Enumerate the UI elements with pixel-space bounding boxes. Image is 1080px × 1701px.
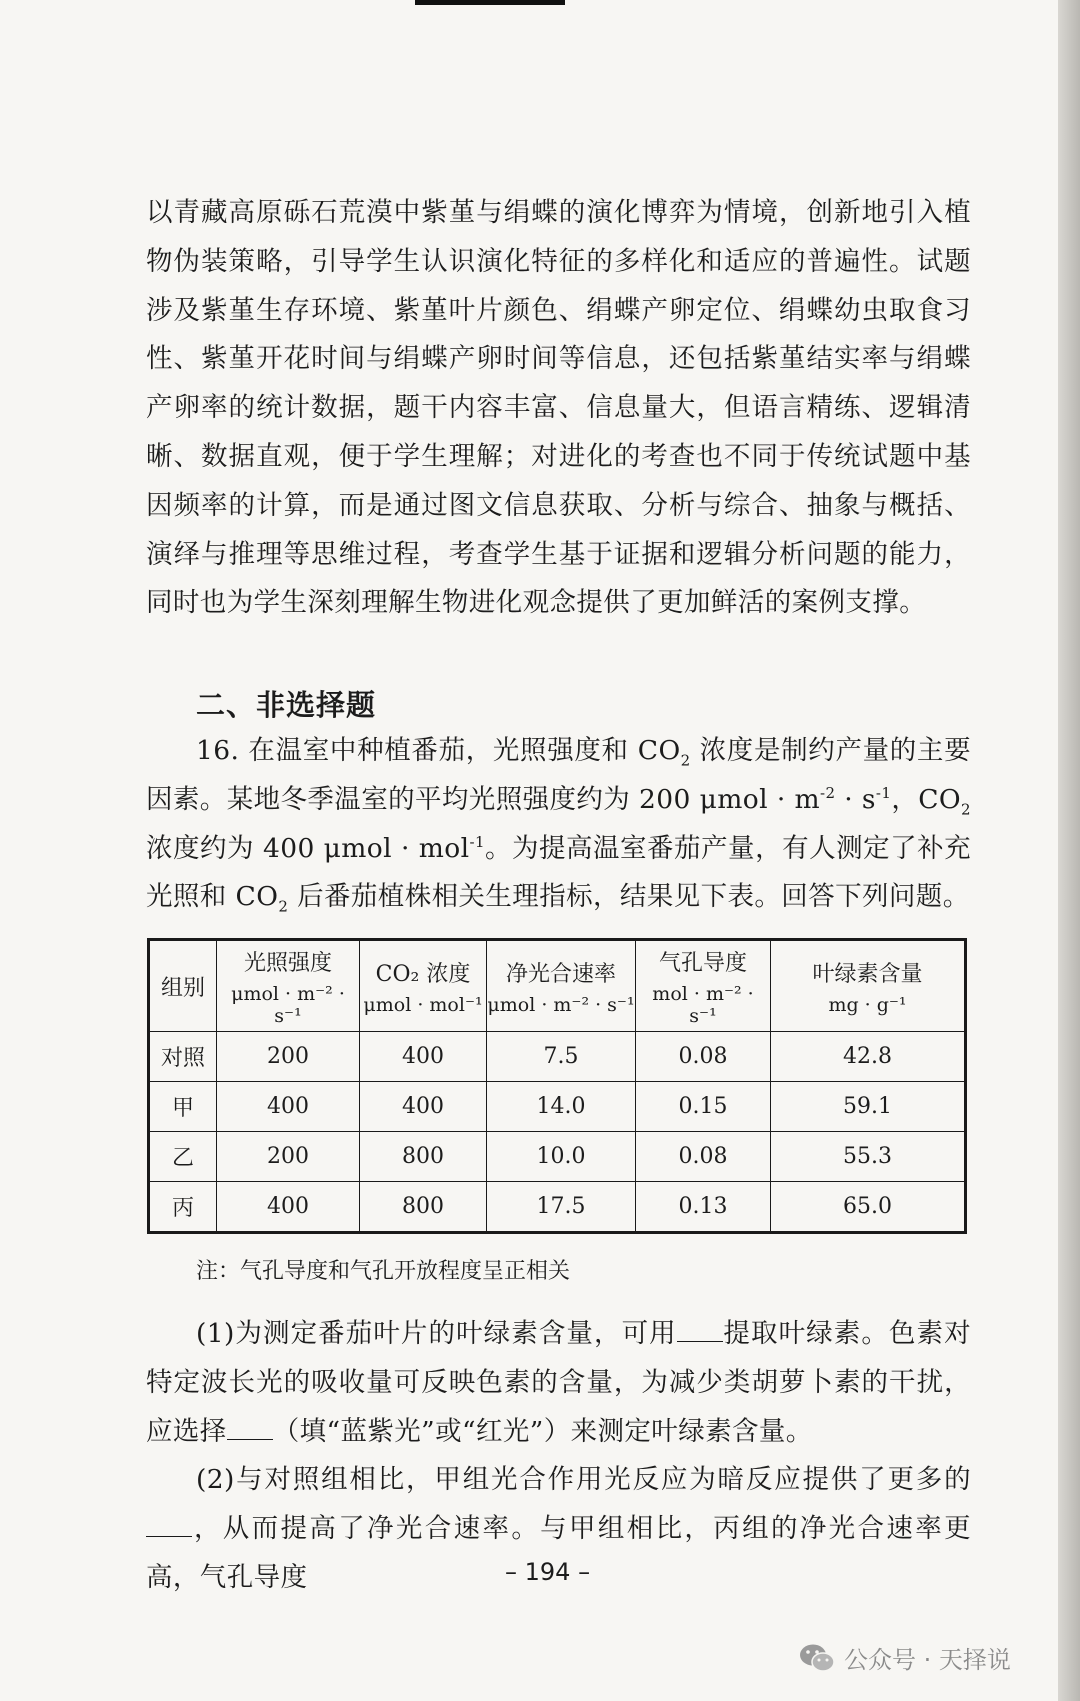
- header-col: CO₂ 浓度 μmol · mol⁻¹: [360, 940, 487, 1032]
- table-cell: 200: [217, 1032, 360, 1082]
- table-cell: 800: [360, 1181, 487, 1232]
- table-cell: 42.8: [771, 1032, 966, 1082]
- table-cell: 14.0: [487, 1081, 636, 1131]
- intro-paragraph-block: [146, 189, 971, 628]
- header-col: 气孔导度 mol · m⁻² · s⁻¹: [636, 940, 771, 1032]
- table-row: [149, 1081, 966, 1131]
- answer-blank[interactable]: [227, 1417, 273, 1440]
- table-cell: 17.5: [487, 1181, 636, 1232]
- table-cell: 0.15: [636, 1081, 771, 1131]
- table-cell: 400: [217, 1181, 360, 1232]
- header-group: 组别: [149, 940, 217, 1032]
- table-cell: 乙: [149, 1131, 217, 1181]
- table-header-row: [149, 940, 966, 1032]
- table-cell: 对照: [149, 1032, 217, 1082]
- table-cell: 丙: [149, 1181, 217, 1232]
- book-spine: [1058, 0, 1080, 1701]
- table-cell: 7.5: [487, 1032, 636, 1082]
- table-row: [149, 1032, 966, 1082]
- table-row: [149, 1181, 966, 1232]
- sub-question-1: [146, 1310, 971, 1456]
- wechat-icon: [798, 1642, 836, 1674]
- table-cell: 0.08: [636, 1131, 771, 1181]
- header-col: 光照强度 μmol · m⁻² · s⁻¹: [217, 940, 360, 1032]
- sub-question-2-text: (2)与对照组相比，甲组光合作用光反应为暗反应提供了更多的，从而提高了净光合速率。与甲组相比，丙组的净光合速率更高，气孔导度: [146, 1464, 971, 1593]
- watermark-text: 公众号 · 天择说: [844, 1646, 1011, 1674]
- table-cell: 59.1: [771, 1081, 966, 1131]
- table-row: [149, 1131, 966, 1181]
- table-cell: 200: [217, 1131, 360, 1181]
- data-table: [147, 938, 967, 1234]
- table-cell: 65.0: [771, 1181, 966, 1232]
- section-title: 二、非选择题: [196, 688, 377, 722]
- table-cell: 甲: [149, 1081, 217, 1131]
- page-number: – 194 –: [505, 1558, 591, 1586]
- intro-paragraph: 以青藏高原砾石荒漠中紫堇与绢蝶的演化博弈为情境，创新地引入植物伪装策略，引导学生认识演化特征的多样化和适应的普遍性。试题涉及紫堇生存环境、紫堇叶片颜色、绢蝶产卵定位、绢蝶幼虫取食习性、紫堇开花时间与绢蝶产卵时间等信息，还包括紫堇结实率与绢蝶产卵率的统计数据，题干内容丰富、信息量大，但语言精练、逻辑清晰、数据直观，便于学生理解；对进化的考查也不同于传统试题中基因频率的计算，而是通过图文信息获取、分析与综合、抽象与概括、演绎与推理等思维过程，考查学生基于证据和逻辑分析问题的能力，同时也为学生深刻理解生物进化观念提供了更加鲜活的案例支撑。: [146, 197, 971, 619]
- table-note: 注：气孔导度和气孔开放程度呈正相关: [196, 1259, 571, 1284]
- question-16: [146, 727, 971, 922]
- answer-blank[interactable]: [677, 1319, 723, 1342]
- table-cell: 0.13: [636, 1181, 771, 1232]
- header-col: 叶绿素含量 mg · g⁻¹: [771, 940, 966, 1032]
- table-cell: 400: [360, 1032, 487, 1082]
- table-cell: 55.3: [771, 1131, 966, 1181]
- watermark: [798, 1640, 1011, 1675]
- table-cell: 10.0: [487, 1131, 636, 1181]
- answer-blank[interactable]: [146, 1514, 192, 1537]
- top-edge-mark: [415, 0, 565, 5]
- sub-question-1-text: (1)为测定番茄叶片的叶绿素含量，可用 提取叶绿素。色素对特定波长光的吸收量可反映色素的含量，为减少类胡萝卜素的干扰，应选择 （填“蓝紫光”或“红光”）来测定叶绿素含量。: [146, 1318, 971, 1447]
- table-cell: 400: [217, 1081, 360, 1131]
- table-cell: 400: [360, 1081, 487, 1131]
- question-16-stem: 16. 在温室中种植番茄，光照强度和 $CO_2$ 浓度是制约产量的主要因素。某地冬季温室的平均光照强度约为 200 $\mu mol \cdot m^{-2} \cdot s^{-1}$，$CO_2$ 浓度约为 400 μmol · mol$^{-1}$。为提高温室番茄产量，有人测定了补充光照和 $CO_2$ 后番茄植株相关生理指标，结果见下表。回答下列问题。: [146, 735, 971, 916]
- table-cell: 800: [360, 1131, 487, 1181]
- header-col: 净光合速率 μmol · m⁻² · s⁻¹: [487, 940, 636, 1032]
- table-cell: 0.08: [636, 1032, 771, 1082]
